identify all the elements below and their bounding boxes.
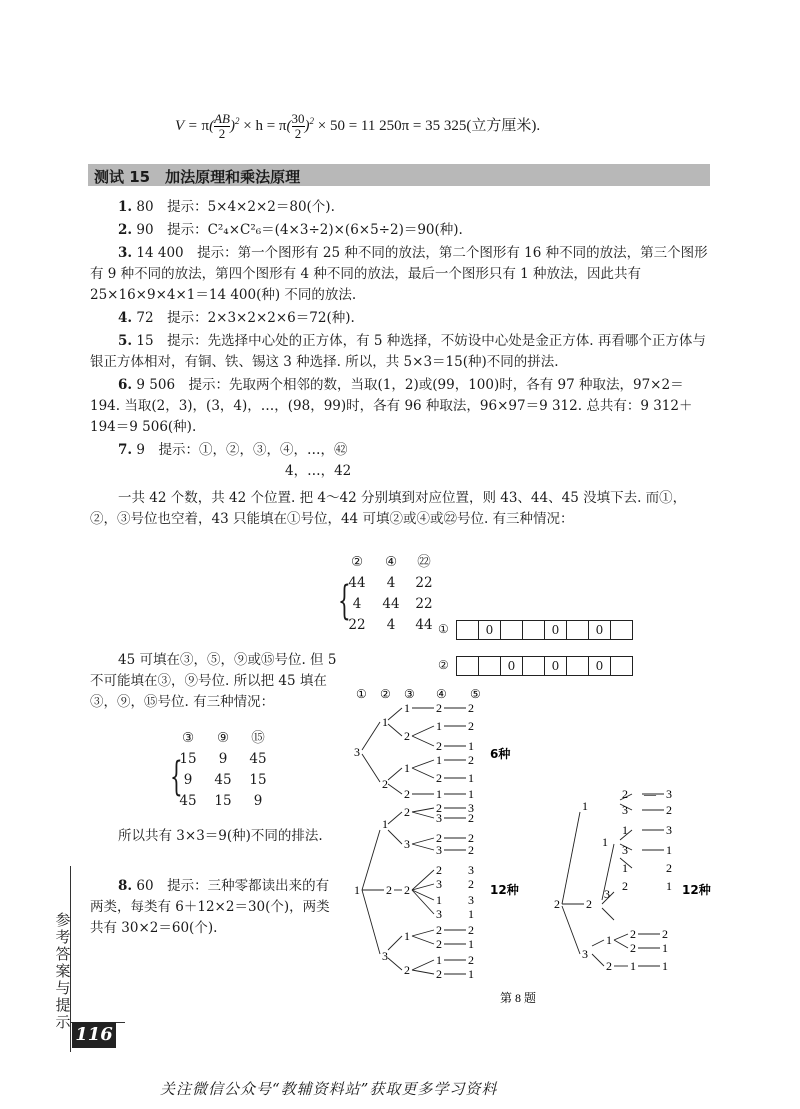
box-row-1: 0 0 0 <box>456 620 633 640</box>
svg-text:3: 3 <box>382 949 388 963</box>
svg-text:1: 1 <box>436 719 442 733</box>
svg-text:—: — <box>644 787 656 801</box>
svg-text:1: 1 <box>468 787 474 801</box>
svg-text:2: 2 <box>468 831 474 845</box>
svg-text:2: 2 <box>630 927 636 941</box>
svg-text:1: 1 <box>606 933 612 947</box>
svg-text:2: 2 <box>606 959 612 973</box>
svg-text:1: 1 <box>382 817 388 831</box>
svg-text:2: 2 <box>436 739 442 753</box>
volume-formula: V = π( $\frac{AB}{2}$ )$^2$ × h = π( $\frac{30}{2}$ )$^2$ × 50 = 11 250π = 35 325(立方厘米). <box>175 111 541 141</box>
svg-text:3: 3 <box>468 863 474 877</box>
svg-text:1: 1 <box>436 753 442 767</box>
svg-text:2: 2 <box>666 803 672 817</box>
item7-paragraph: 一共 42 个数，共 42 个位置. 把 4～42 分别填到对应位置，则 43、44、45 没填下去. 而①，②，③号位也空着，43 只能填在①号位，44 可填②或④或㉒号位. 有三种情况： <box>90 490 687 527</box>
tree-header: ① <box>356 687 367 701</box>
answer-item-3: 3. 14 400 提示：第一个图形有 25 种不同的放法，第二个图形有 16 种不同的放法，第三个图形有 9 种不同的放法，第四个图形有 4 种不同的放法，最后一个图形只有 1 种放法，因此共有 25×16×9×4×1＝14 400(种) 不同的放法. <box>90 245 708 303</box>
svg-text:1: 1 <box>468 937 474 951</box>
svg-text:1: 1 <box>662 959 668 973</box>
answer-item-6: 6. 9 506 提示：先取两个相邻的数，当取(1，2)或(99，100)时，各有 97 种取法，97×2＝194. 当取(2，3)，(3，4)，…，(98，99)时，各有 96 种取法，96×97＝9 312. 总共有：9 312＋194＝9 506(种). <box>90 377 693 435</box>
tree-header: ② <box>380 687 391 701</box>
answer-item-2: 2. 90 提示：C²₄×C²₆＝(4×3÷2)×(6×5÷2)＝90(种). <box>118 222 463 238</box>
table-row: 44 4 22 <box>348 575 433 591</box>
svg-text:2: 2 <box>436 937 442 951</box>
svg-text:3: 3 <box>666 787 672 801</box>
svg-text:2: 2 <box>554 897 560 911</box>
svg-text:2: 2 <box>404 729 410 743</box>
item7-line2: 4，…，42 <box>285 463 352 479</box>
section-header <box>88 164 710 186</box>
section-title: 测试 15 加法原理和乘法原理 <box>94 168 301 186</box>
svg-text:1: 1 <box>468 967 474 981</box>
box-label-2: ② <box>438 658 449 672</box>
svg-text:2: 2 <box>622 879 628 893</box>
svg-text:2: 2 <box>436 771 442 785</box>
svg-text:2: 2 <box>468 953 474 967</box>
svg-text:1: 1 <box>630 959 636 973</box>
svg-text:2: 2 <box>468 719 474 733</box>
answer-item-1: 1. 80 提示：5×4×2×2＝80(个). <box>118 199 335 215</box>
table-row: 4 44 22 <box>352 596 433 612</box>
tree-label-12b: 12种 <box>682 883 711 897</box>
svg-text:3: 3 <box>666 823 672 837</box>
svg-text:2: 2 <box>404 787 410 801</box>
svg-text:3: 3 <box>404 837 410 851</box>
svg-text:1: 1 <box>468 771 474 785</box>
table-row: 9 45 15 <box>183 772 267 788</box>
answer-item-7: 7. 9 提示：①，②，③，④，…，㊷ <box>118 442 348 458</box>
svg-text:2: 2 <box>436 923 442 937</box>
svg-text:3: 3 <box>436 877 442 891</box>
conclusion: 所以共有 3×3＝9(种)不同的排法. <box>118 828 323 844</box>
svg-text:2: 2 <box>386 883 392 897</box>
answer-item-8: 8. 60 提示：三种零都读出来的有两类，每类有 6＋12×2＝30(个)，两类共有 30×2＝60(个). <box>90 878 330 936</box>
svg-text:1: 1 <box>468 739 474 753</box>
tree-header: ③ <box>404 687 415 701</box>
svg-text:2: 2 <box>468 877 474 891</box>
svg-text:1: 1 <box>666 843 672 857</box>
svg-text:3: 3 <box>582 947 588 961</box>
svg-text:2: 2 <box>404 805 410 819</box>
svg-text:1: 1 <box>436 893 442 907</box>
svg-text:3: 3 <box>468 801 474 815</box>
svg-text:2: 2 <box>468 701 474 715</box>
answer-item-5: 5. 15 提示：先选择中心处的正方体，有 5 种选择，不妨设中心处是金正方体. 再看哪个正方体与银正方体相对，有铜、铁、锡这 3 种选择. 所以，共 5×3＝15(种)不同的拼法. <box>90 333 706 370</box>
svg-text:1: 1 <box>602 835 608 849</box>
tree-diagram <box>340 684 720 1014</box>
svg-text:1: 1 <box>382 715 388 729</box>
table-row: 22 4 44 <box>348 617 433 633</box>
svg-text:3: 3 <box>622 803 628 817</box>
svg-text:2: 2 <box>586 897 592 911</box>
svg-text:1: 1 <box>622 823 628 837</box>
box-label-1: ① <box>438 622 449 636</box>
svg-text:2: 2 <box>622 787 628 801</box>
para-45: 45 可填在③，⑤，⑨或⑮号位. 但 5 不可能填在③，⑨号位. 所以把 45 填在③，⑨，⑮号位. 有三种情况： <box>90 652 337 710</box>
tree-label-12a: 12种 <box>490 883 519 897</box>
answer-item-4: 4. 72 提示：2×3×2×2×6＝72(种). <box>118 310 355 326</box>
table-row: 45 15 9 <box>179 793 263 809</box>
tree-header: ④ <box>436 687 447 701</box>
svg-text:1: 1 <box>404 701 410 715</box>
tree-nodes <box>354 701 672 981</box>
svg-text:2: 2 <box>404 883 410 897</box>
svg-text:3: 3 <box>604 887 610 901</box>
svg-text:2: 2 <box>436 801 442 815</box>
svg-text:3: 3 <box>468 893 474 907</box>
svg-text:2: 2 <box>468 753 474 767</box>
case-table-1-header: ② ④ ㉒ <box>350 554 431 570</box>
svg-text:3: 3 <box>354 745 360 759</box>
svg-text:1: 1 <box>582 799 588 813</box>
page-number: 116 <box>72 1022 116 1048</box>
svg-text:2: 2 <box>436 701 442 715</box>
table-row: 15 9 45 <box>179 751 267 767</box>
tree-headers <box>356 687 481 701</box>
tree-caption: 第 8 题 <box>500 991 537 1005</box>
margin-label: 参考答案与提示 <box>55 911 71 1031</box>
svg-text:1: 1 <box>436 787 442 801</box>
footer-note: 关注微信公众号“教辅资料站”获取更多学习资料 <box>160 1080 498 1098</box>
svg-text:1: 1 <box>404 761 410 775</box>
svg-text:3: 3 <box>436 811 442 825</box>
svg-text:1: 1 <box>662 941 668 955</box>
case-table-2: ③ ⑨ ⑮ { 15 9 45 9 45 15 45 15 9 <box>170 728 280 812</box>
svg-text:2: 2 <box>436 831 442 845</box>
svg-text:2: 2 <box>468 843 474 857</box>
svg-text:3: 3 <box>436 907 442 921</box>
svg-text:2: 2 <box>666 861 672 875</box>
svg-text:2: 2 <box>404 963 410 977</box>
svg-text:2: 2 <box>382 777 388 791</box>
svg-text:2: 2 <box>468 811 474 825</box>
svg-text:2: 2 <box>436 863 442 877</box>
svg-text:3: 3 <box>622 843 628 857</box>
svg-text:2: 2 <box>436 967 442 981</box>
answer-list <box>90 197 710 530</box>
svg-text:2: 2 <box>630 941 636 955</box>
svg-text:1: 1 <box>468 907 474 921</box>
svg-text:1: 1 <box>436 953 442 967</box>
svg-text:2: 2 <box>468 923 474 937</box>
svg-text:1: 1 <box>622 861 628 875</box>
svg-text:1: 1 <box>404 929 410 943</box>
svg-text:2: 2 <box>662 927 668 941</box>
svg-text:1: 1 <box>354 883 360 897</box>
tree-label-6: 6种 <box>490 747 511 761</box>
svg-text:1: 1 <box>666 879 672 893</box>
box-row-2: 0 0 0 <box>456 656 633 676</box>
svg-text:3: 3 <box>436 843 442 857</box>
tree-header: ⑤ <box>470 687 481 701</box>
case-table-2-header: ③ ⑨ ⑮ <box>181 730 265 746</box>
case-table-1: ② ④ ㉒ { 44 4 22 4 44 22 22 4 44 <box>338 552 448 636</box>
